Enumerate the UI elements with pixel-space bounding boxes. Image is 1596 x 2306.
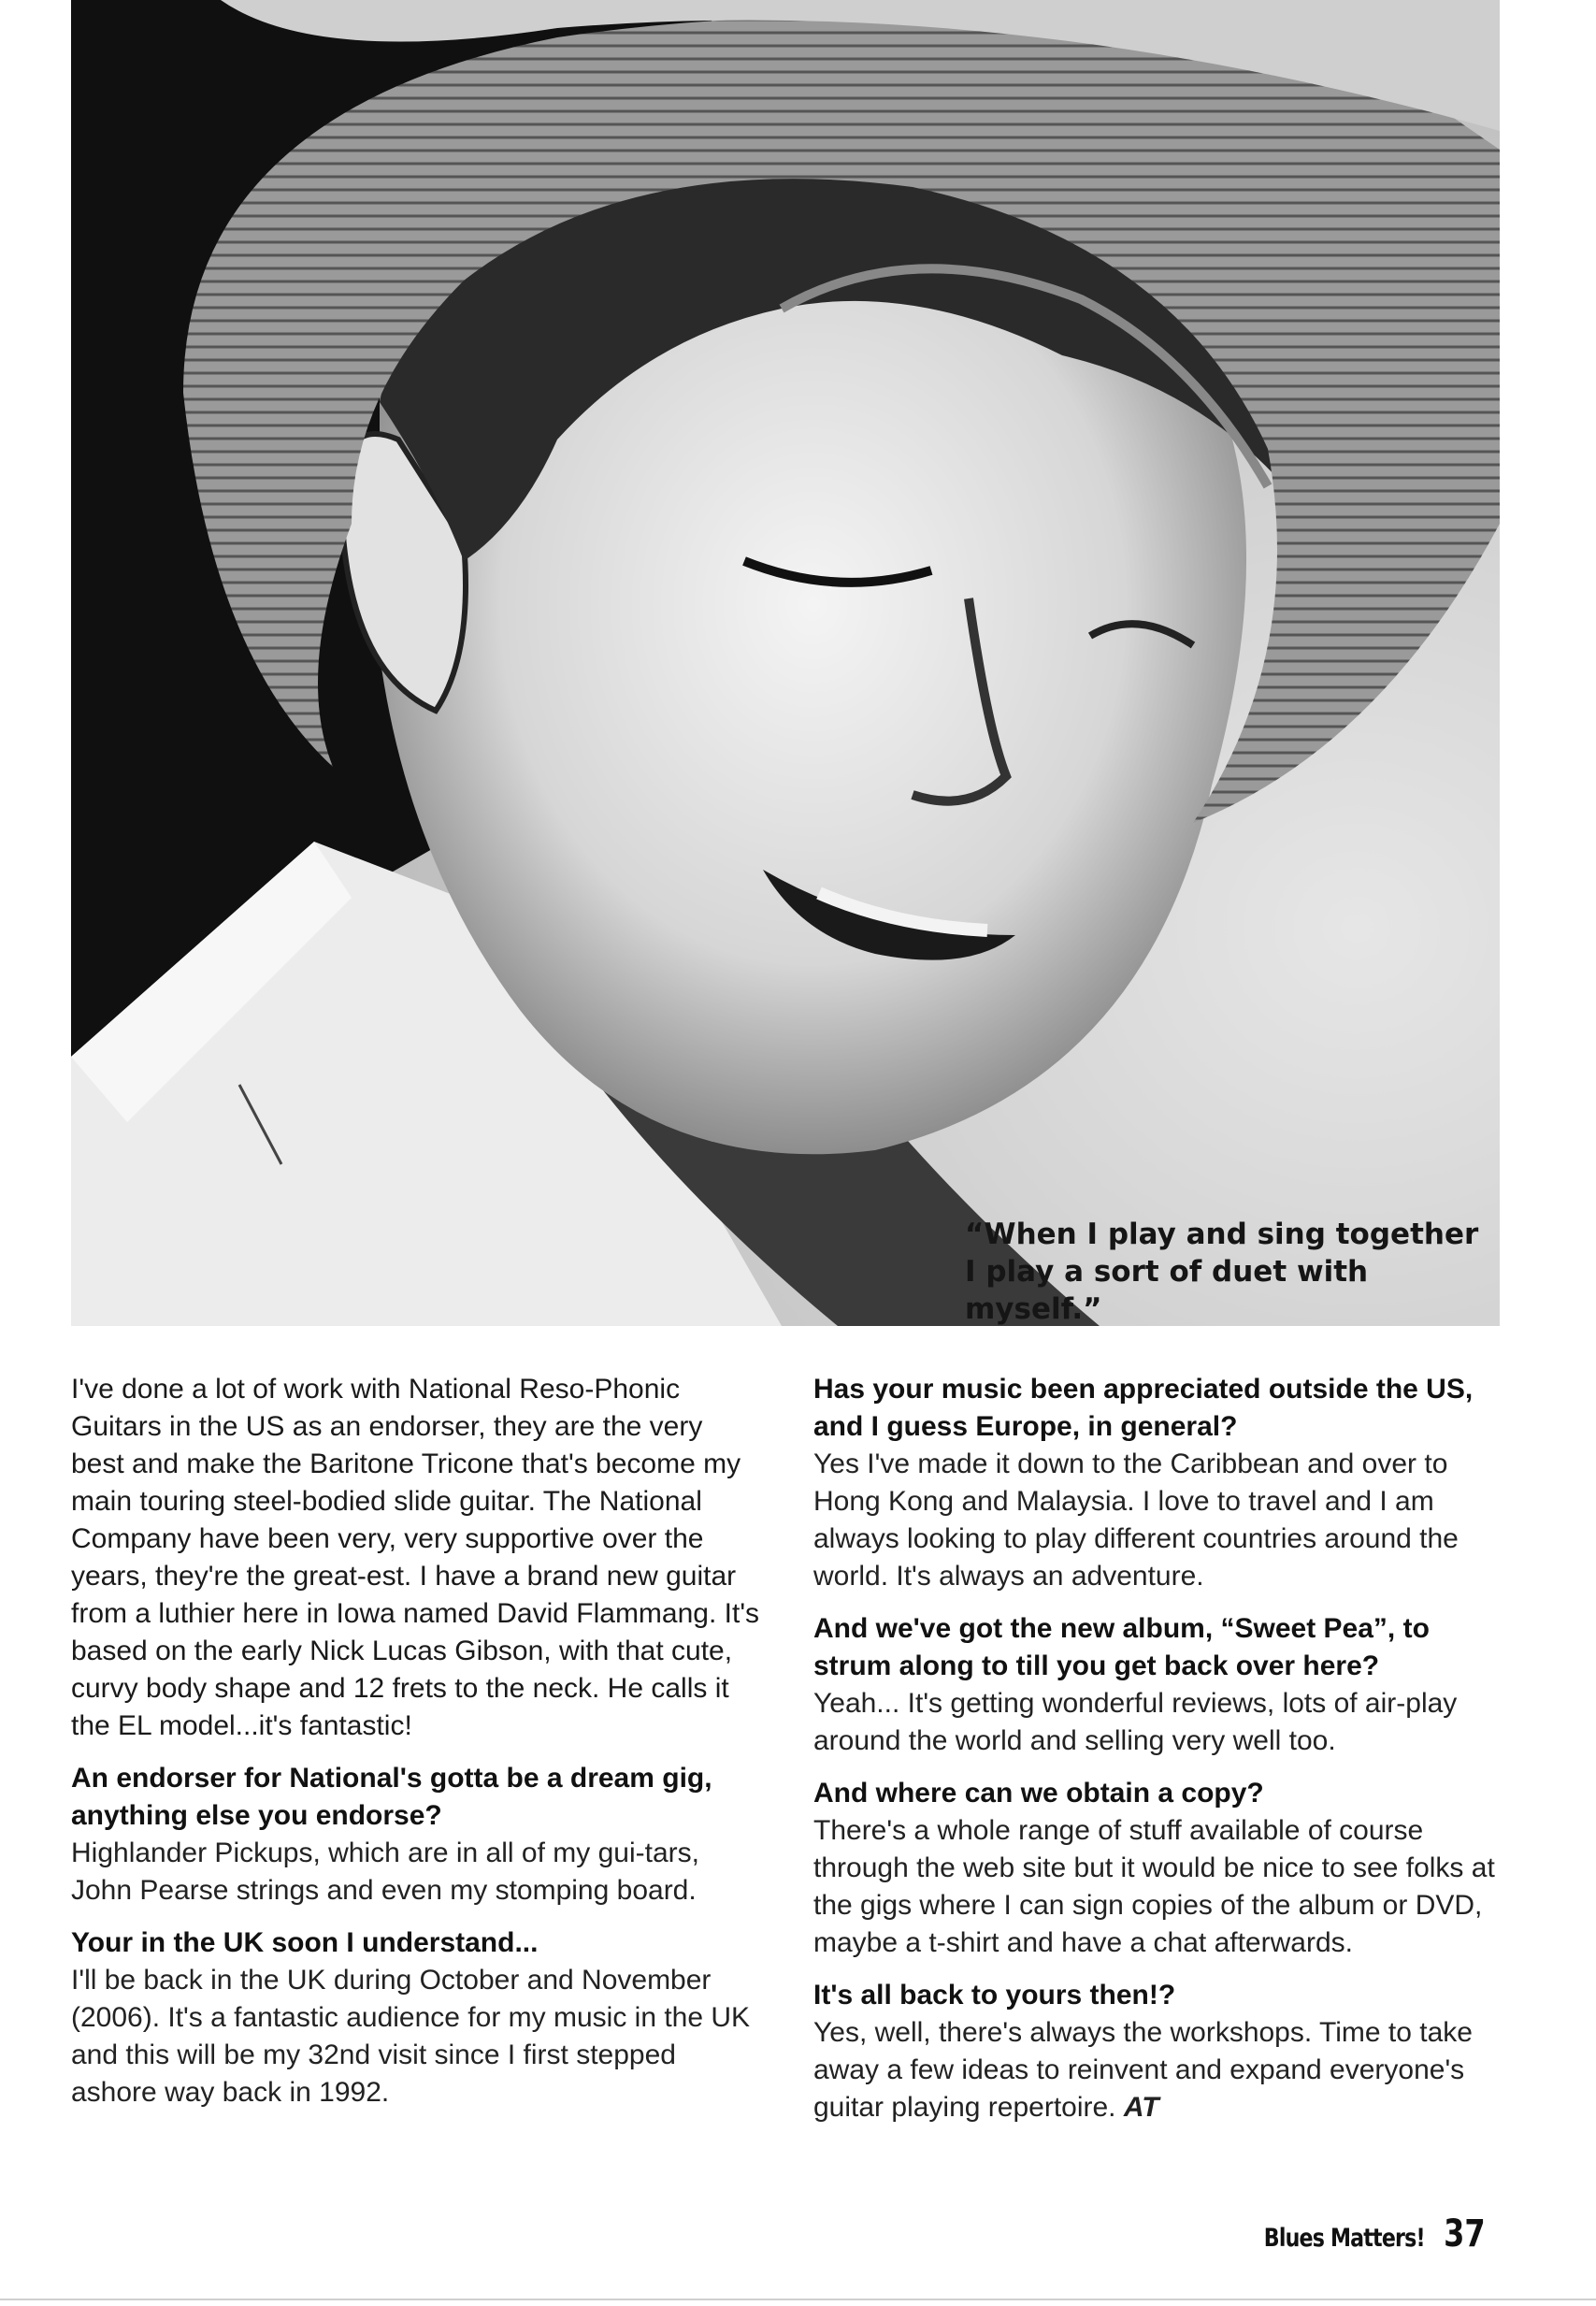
interview-answer: I'll be back in the UK during October and November (2006). It's a fantastic audience for my music in the UK and this will be my 32nd visit since I first stepped ashore way back in 1992. [71, 1965, 751, 2108]
interview-answer: Yes I've made it down to the Caribbean and over to Hong Kong and Malaysia. I love to travel and I am always looking to play different countries around the world. It's always an adventure. [813, 1448, 1459, 1592]
portrait-illustration [71, 0, 1500, 1326]
magazine-name: Blues Matters! [1263, 2224, 1425, 2253]
bottom-rule [0, 2299, 1596, 2300]
interview-question: Has your music been appreciated outside the US, and I guess Europe, in general? [813, 1374, 1474, 1442]
qa-block [813, 1371, 1503, 1595]
qa-block [813, 1977, 1503, 2126]
qa-block [813, 1775, 1503, 1962]
interview-answer: Yeah... It's getting wonderful reviews, lots of air-play around the world and selling very well too. [813, 1688, 1458, 1756]
qa-block [71, 1760, 761, 1910]
interview-question: And we've got the new album, “Sweet Pea”, to strum along to till you get back over here? [813, 1613, 1430, 1681]
author-signature: AT [1123, 2092, 1159, 2123]
interview-question: An endorser for National's gotta be a dream gig, anything else you endorse? [71, 1763, 712, 1831]
intro-paragraph: I've done a lot of work with National Reso-Phonic Guitars in the US as an endorser, they are the very best and make the Baritone Tricone that's become my main touring steel-bodied slide guitar. The National Company have been very, very supportive over the years, they're the great-est. I have a brand new guitar from a luthier here in Iowa named David Flammang. It's based on the early Nick Lucas Gibson, with that cute, curvy body shape and 12 frets to the neck. He calls it the EL model...it's fantastic! [71, 1374, 760, 1741]
qa-block [813, 1610, 1503, 1760]
interview-question: Your in the UK soon I understand... [71, 1927, 539, 1958]
interview-answer [813, 2014, 1503, 2126]
left-column [71, 1371, 761, 2126]
interview-answer: There's a whole range of stuff available of course through the web site but it would be nice to see folks at the gigs where I can sign copies of the album or DVD, maybe a t-shirt and have a chat afterwards. [813, 1815, 1495, 1958]
interview-answer: Highlander Pickups, which are in all of my gui-tars, John Pearse strings and even my stomping board. [71, 1838, 699, 1906]
qa-block [71, 1924, 761, 2111]
right-column [813, 1371, 1503, 2141]
portrait-photo [71, 0, 1500, 1326]
answer-text: Yes, well, there's always the workshops. Time to take away a few ideas to reinvent and expand everyone's guitar playing repertoire. [813, 2017, 1473, 2123]
interview-question: It's all back to yours then!? [813, 1980, 1176, 2011]
page-number: 37 [1444, 2212, 1486, 2256]
interview-question: And where can we obtain a copy? [813, 1778, 1264, 1809]
photo-caption: “When I play and sing together I play a sort of duet with myself.” [965, 1218, 1479, 1326]
page-footer [1229, 2212, 1486, 2256]
